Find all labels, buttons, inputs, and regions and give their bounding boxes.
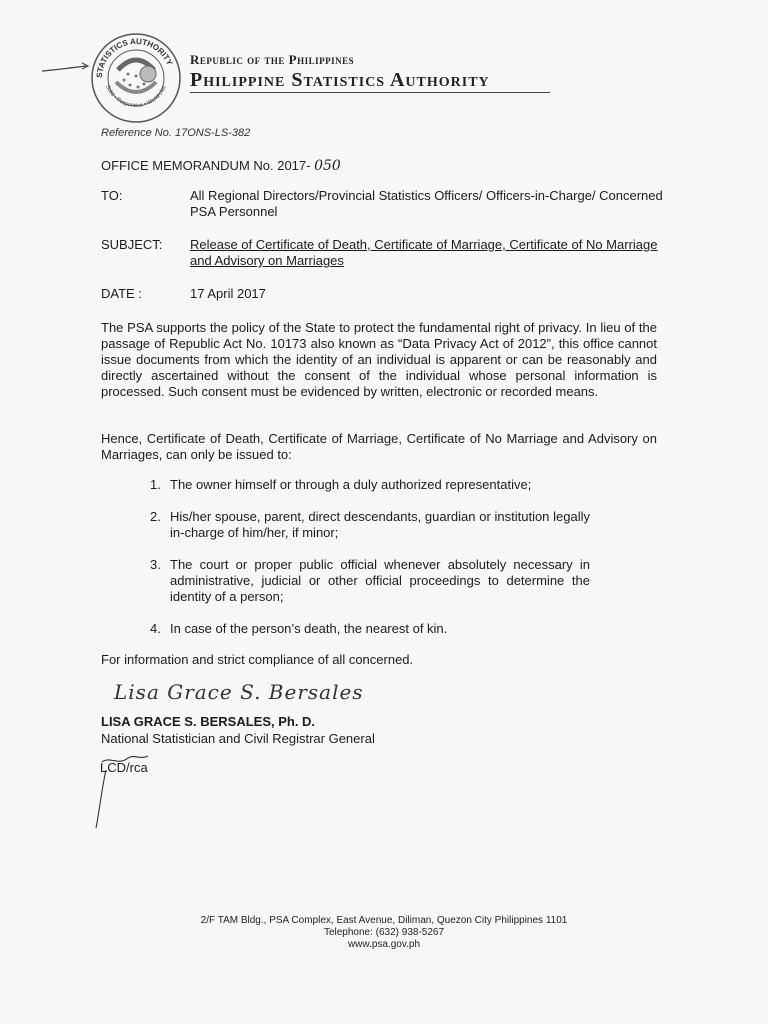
date-label: DATE : xyxy=(101,286,142,301)
list-item-text: His/her spouse, parent, direct descendants, guardian or institution legally in-charge of him/her, if minor; xyxy=(170,509,590,540)
footer xyxy=(0,915,768,951)
list-item-number: 1. xyxy=(150,477,161,492)
body-paragraph-privacy: The PSA supports the policy of the State to protect the fundamental right of privacy. In lieu of the passage of Republic Act No. 10173 also known as “Data Privacy Act of 2012”, this office cannot issue documents from which the identity of an individual is apparent or can be reasonably and directly ascertained without the consent of the individual whose personal information is processed. Such consent must be evidenced by written, electronic or recorded means. xyxy=(101,320,657,399)
list-item xyxy=(150,509,590,541)
subject-label: SUBJECT: xyxy=(101,237,163,252)
memo-number-handwritten: 050 xyxy=(314,158,341,174)
list-item-number: 2. xyxy=(150,509,161,524)
footer-website: www.psa.gov.ph xyxy=(347,939,421,950)
list-item-number: 3. xyxy=(150,557,161,572)
to-label: TO: xyxy=(101,188,123,203)
date-value: 17 April 2017 xyxy=(190,286,266,301)
handwritten-signature: Lisa Grace S. Bersales xyxy=(114,680,364,704)
typist-initials: LCD/rca xyxy=(100,760,148,775)
list-item-number: 4. xyxy=(150,621,161,636)
memo-number xyxy=(101,158,341,174)
closing-line: For information and strict compliance of all concerned. xyxy=(101,652,414,667)
reference-number: Reference No. 17ONS-LS-382 xyxy=(101,127,251,139)
list-item-text: The owner himself or through a duly authorized representative; xyxy=(170,477,532,492)
letterhead xyxy=(190,52,550,92)
seal-bottom-text: Solid • Responsive • World-clas xyxy=(104,84,168,109)
list-item xyxy=(150,477,590,493)
body-paragraph-issuance: Hence, Certificate of Death, Certificate of Marriage, Certificate of No Marriage and Advisory on Marriages, can only be issued to: xyxy=(101,431,657,462)
list-item-text: The court or proper public official whenever absolutely necessary in administrative, judicial or other official proceedings to determine the identity of a person; xyxy=(170,557,590,604)
pen-mark xyxy=(40,62,92,76)
list-item xyxy=(150,621,590,637)
footer-telephone: Telephone: (632) 938-5267 xyxy=(323,927,445,938)
signer-title: National Statistician and Civil Registrar General xyxy=(101,731,375,746)
list-item xyxy=(150,557,590,605)
agency-name: Philippine Statistics Authority xyxy=(190,69,490,91)
to-value: All Regional Directors/Provincial Statistics Officers/ Officers-in-Charge/ Concerned PSA Personnel xyxy=(190,188,663,219)
memo-number-prefix: OFFICE MEMORANDUM No. 2017- xyxy=(101,158,315,173)
letterhead-rule xyxy=(190,92,550,93)
psa-seal-logo xyxy=(88,30,184,126)
subject-value: Release of Certificate of Death, Certificate of Marriage, Certificate of No Marriage and Advisory on Marriages xyxy=(190,237,658,268)
seal-text: STATISTICS AUTHORITY xyxy=(94,36,175,79)
country-line: Republic of the Philippines xyxy=(190,52,355,67)
footer-address: 2/F TAM Bldg., PSA Complex, East Avenue, Diliman, Quezon City Philippines 1101 xyxy=(200,915,568,926)
signer-name: LISA GRACE S. BERSALES, Ph. D. xyxy=(101,714,316,729)
list-item-text: In case of the person’s death, the nearest of kin. xyxy=(170,621,448,636)
